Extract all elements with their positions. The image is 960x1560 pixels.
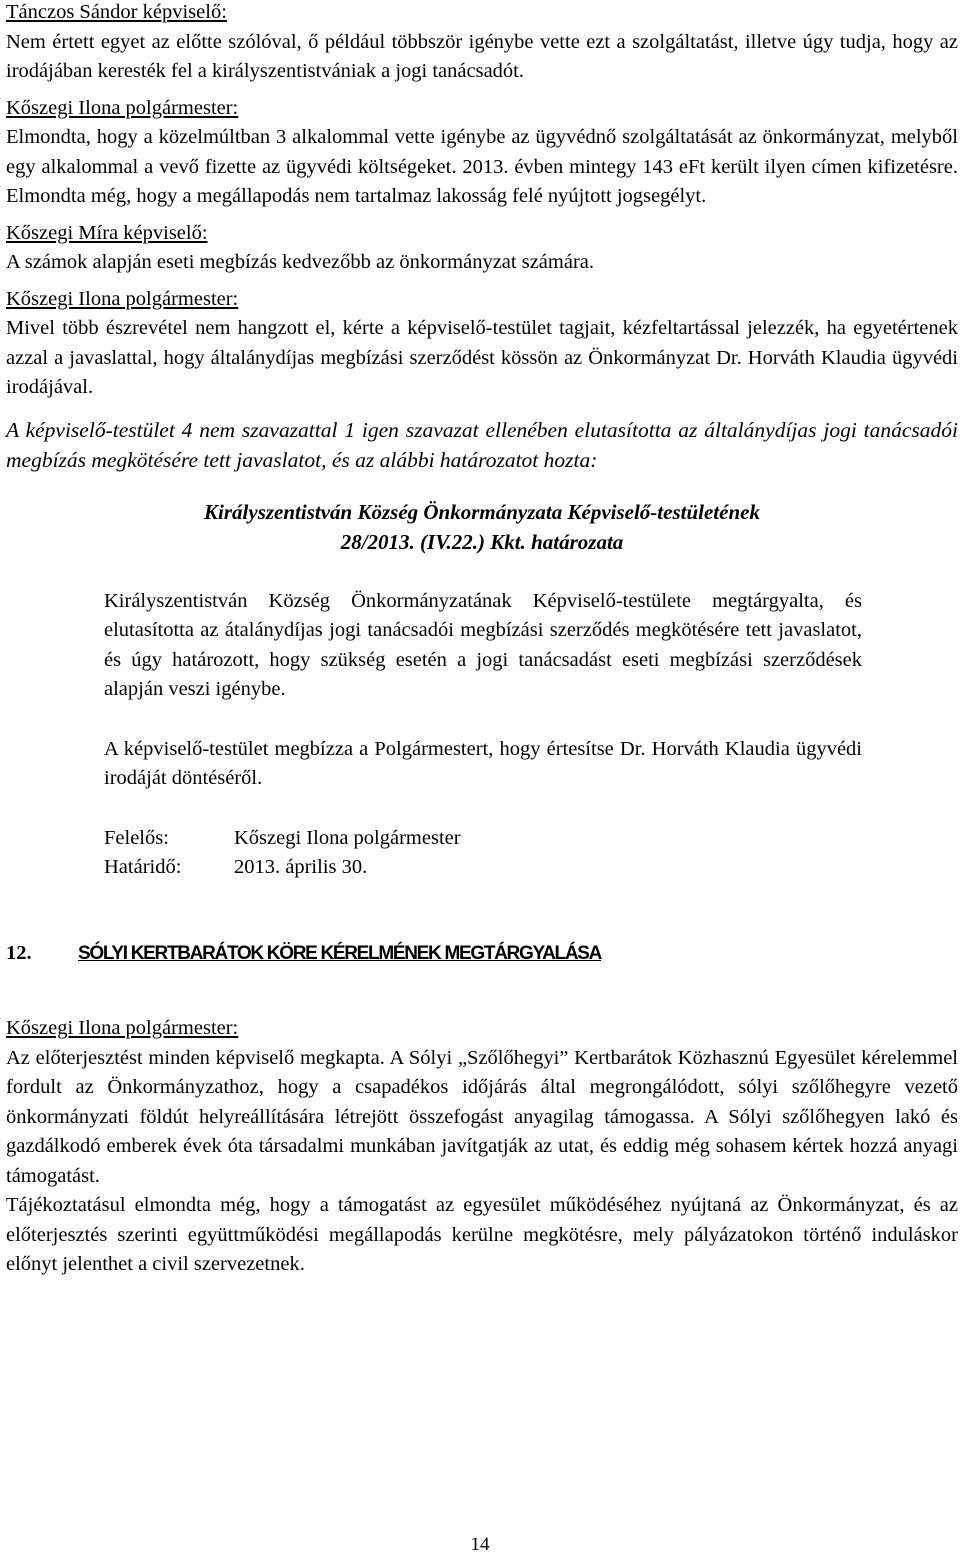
speaker-name: Kőszegi Míra képviselő: (6, 221, 208, 244)
speech-block-mayor-2 (6, 285, 958, 403)
speech-block-mayor-1 (6, 94, 958, 212)
resolution-paragraph-2: A képviselő-testület megbízza a Polgármestert, hogy értesítse Dr. Horváth Klaudia ügyvédi irodáját döntéséről. (104, 737, 862, 789)
vote-result-text: A képviselő-testület 4 nem szavazattal 1 igen szavazat ellenében elutasította az általánydíjas jogi tanácsadói megbízás megkötésére tett javaslatot, és az alábbi határozatot hozta: (6, 417, 958, 472)
speech-block-tanczos (6, 0, 958, 87)
resolution-title-line1: Királyszentistván Község Önkormányzata Képviselő-testületének (204, 499, 760, 524)
responsible-value: Kőszegi Ilona polgármester (234, 826, 461, 849)
speech-block-koszegi-mira (6, 219, 958, 278)
speech-text-2: Tájékoztatásul elmondta még, hogy a támogatást az egyesület működéséhez nyújtaná az Önkormányzat, és az előterjesztés szerinti együttműködési megállapodás kerülne megkötésre, mely pályázatokon történő induláskor előnyt jelenthet a civil szervezetnek. (6, 1194, 958, 1275)
page-number: 14 (470, 1534, 490, 1555)
resolution-title (6, 497, 958, 557)
speech-text: Nem értett egyet az előtte szólóval, ő például többször igénybe vette ezt a szolgáltatást, illetve úgy tudja, hogy az irodájában keresték fel a királyszentistvániak a jogi tanácsadót. (6, 30, 958, 82)
responsible-row (104, 824, 862, 854)
section-title: SÓLYI KERTBARÁTOK KÖRE KÉRELMÉNEK MEGTÁRGYALÁSA (78, 942, 602, 964)
speech-text: Elmondta, hogy a közelmúltban 3 alkalommal vette igénybe az ügyvédnő szolgáltatását az önkormányzat, melyből egy alkalommal a vevő fizette az ügyvédi költségeket. 2013. évben mintegy 143 eFt került ilyen címen kifizetésre. Elmondta még, hogy a megállapodás nem tartalmaz lakosság felé nyújtott jogsegélyt. (6, 126, 958, 207)
resolution-paragraph-1: Királyszentistván Község Önkormányzatának Képviselő-testülete megtárgyalta, és elutasította az átalánydíjas jogi tanácsadói megbízási szerződés megkötésére tett javaslatot, és úgy határozott, hogy szükség esetén a jogi tanácsadást eseti megbízási szerződések alapján veszi igénybe. (104, 589, 862, 700)
speaker-name: Tánczos Sándor képviselő: (6, 1, 227, 23)
deadline-label: Határidő: (104, 856, 182, 878)
speech-text: A számok alapján eseti megbízás kedvezőbb az önkormányzat számára. (6, 251, 594, 273)
resolution-body (104, 587, 862, 883)
speech-block-mayor-3 (6, 1014, 958, 1280)
speaker-name: Kőszegi Ilona polgármester: (6, 287, 239, 310)
deadline-value: 2013. április 30. (234, 856, 368, 878)
responsible-label: Felelős: (104, 826, 169, 849)
speaker-name: Kőszegi Ilona polgármester: (6, 96, 239, 119)
speech-text: Mivel több észrevétel nem hangzott el, kérte a képviselő-testület tagjait, kézfeltartással jelezzék, ha egyetértenek azzal a javaslattal, hogy általánydíjas megbízási szerződést kössön az Önkormányzat Dr. Horváth Klaudia ügyvédi irodájával. (6, 317, 958, 398)
section-heading (6, 939, 958, 969)
speech-text-1: Az előterjesztést minden képviselő megkapta. A Sólyi „Szőlőhegyi” Kertbarátok Közhasznú Egyesület kérelemmel fordult az Önkormányzathoz, hogy a csapadékos időjárás által megrongálódott, sólyi szőlőhegyre vezető önkormányzati földút helyreállítására létrejött összefogást anyagilag támogassa. A Sólyi szőlőhegyen lakó és gazdálkodó emberek évek óta társadalmi munkában javítgatják az utat, és eddig még sohasem kértek hozzá anyagi támogatást. (6, 1046, 958, 1187)
resolution-title-line2: 28/2013. (IV.22.) Kkt. határozata (340, 529, 624, 554)
deadline-row (104, 853, 862, 883)
section-number: 12. (6, 941, 32, 964)
speaker-name: Kőszegi Ilona polgármester: (6, 1017, 239, 1039)
